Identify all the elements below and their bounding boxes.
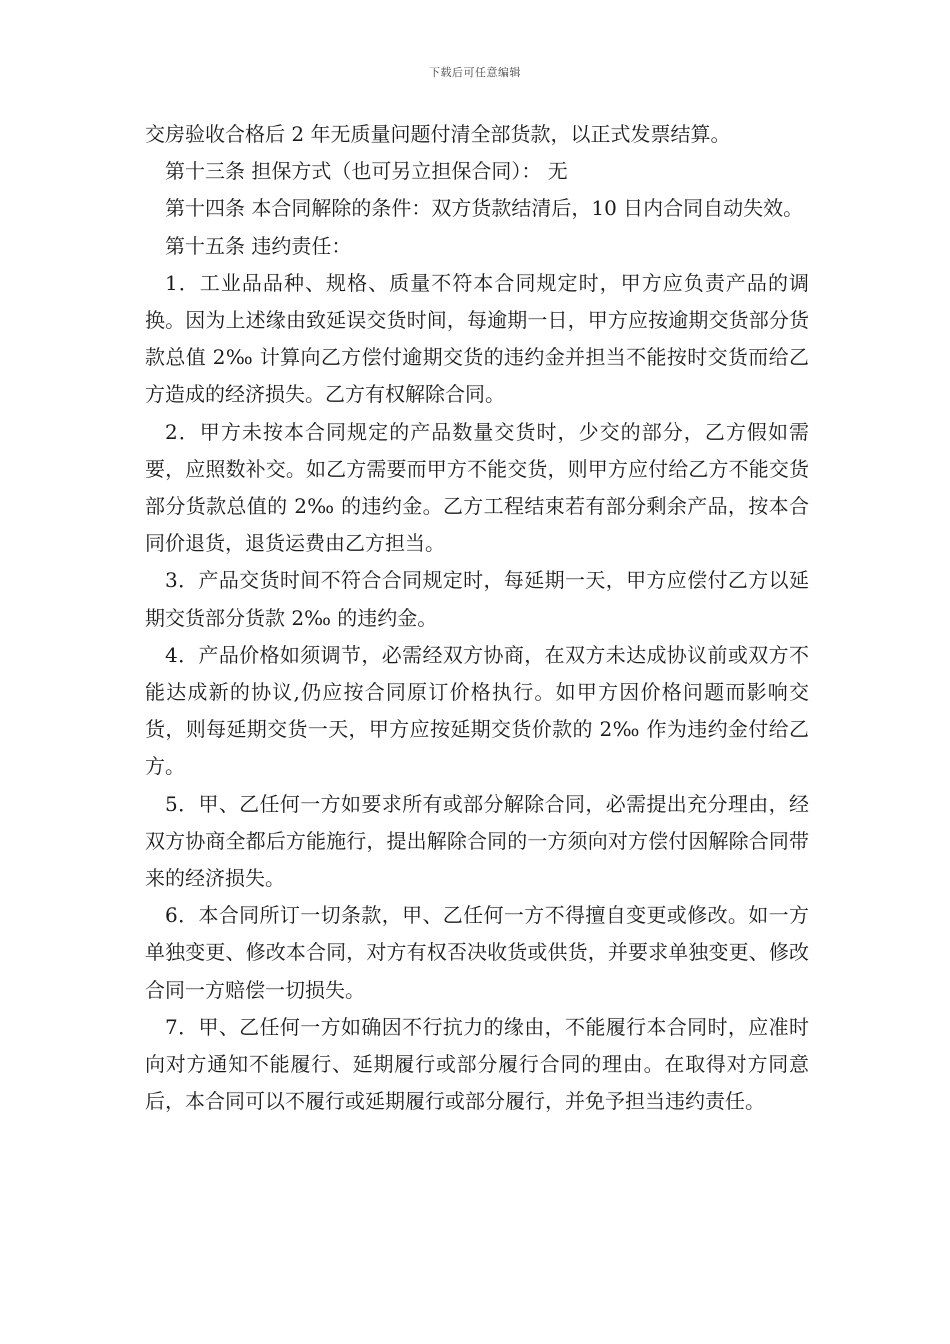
article-15-heading: 第十五条 违约责任： — [165, 233, 352, 258]
clause-1: 1．工业品品种、规格、质量不符本合同规定时，甲方应负责产品的调换。因为上述缘由致延误交货时间，每逾期一日，甲方应按逾期交货部分货款总值 2‰ 计算向乙方偿付逾期交货的违约金并担当不能按时交货而给乙方造成的经济损失。乙方有权解除合同。 — [145, 270, 809, 407]
paragraph-payment-terms: 交房验收合格后 2 年无质量问题付清全部货款，以正式发票结算。 — [145, 122, 731, 146]
clause-4: 4．产品价格如须调节，必需经双方协商，在双方未达成协议前或双方不能达成新的协议,仍应按合同原订价格执行。如甲方因价格问题而影响交货，则每延期交货一天，甲方应按延期交货价款的 2‰ 作为违约金付给乙方。 — [145, 642, 809, 779]
clause-6: 6．本合同所订一切条款，甲、乙任何一方不得擅自变更或修改。如一方单独变更、修改本合同，对方有权否决收货或供货，并要求单独变更、修改合同一方赔偿一切损失。 — [145, 903, 809, 1002]
clause-3: 3．产品交货时间不符合合同规定时，每延期一天，甲方应偿付乙方以延期交货部分货款 2‰ 的违约金。 — [145, 568, 809, 630]
clause-7: 7．甲、乙任何一方如确因不行抗力的缘由，不能履行本合同时，应准时向对方通知不能履行、延期履行或部分履行合同的理由。在取得对方同意后，本合同可以不履行或延期履行或部分履行，并免予担当违约责任。 — [145, 1014, 809, 1114]
article-13-guarantee: 第十三条 担保方式（也可另立担保合同）： 无 — [165, 159, 568, 184]
clause-5: 5．甲、乙任何一方如要求所有或部分解除合同，必需提出充分理由，经双方协商全都后方能施行，提出解除合同的一方须向对方偿付因解除合同带来的经济损失。 — [145, 791, 809, 891]
clause-2: 2．甲方未按本合同规定的产品数量交货时，少交的部分，乙方假如需要，应照数补交。如乙方需要而甲方不能交货，则甲方应付给乙方不能交货部分货款总值的 2‰ 的违约金。乙方工程结束若有部分剩余产品，按本合同价退货，退货运费由乙方担当。 — [145, 419, 809, 556]
page-header: 下载后可任意编辑 — [429, 66, 521, 79]
document-body — [145, 116, 809, 1120]
article-14-termination: 第十四条 本合同解除的条件：双方货款结清后，10 日内合同自动失效。 — [165, 196, 804, 221]
